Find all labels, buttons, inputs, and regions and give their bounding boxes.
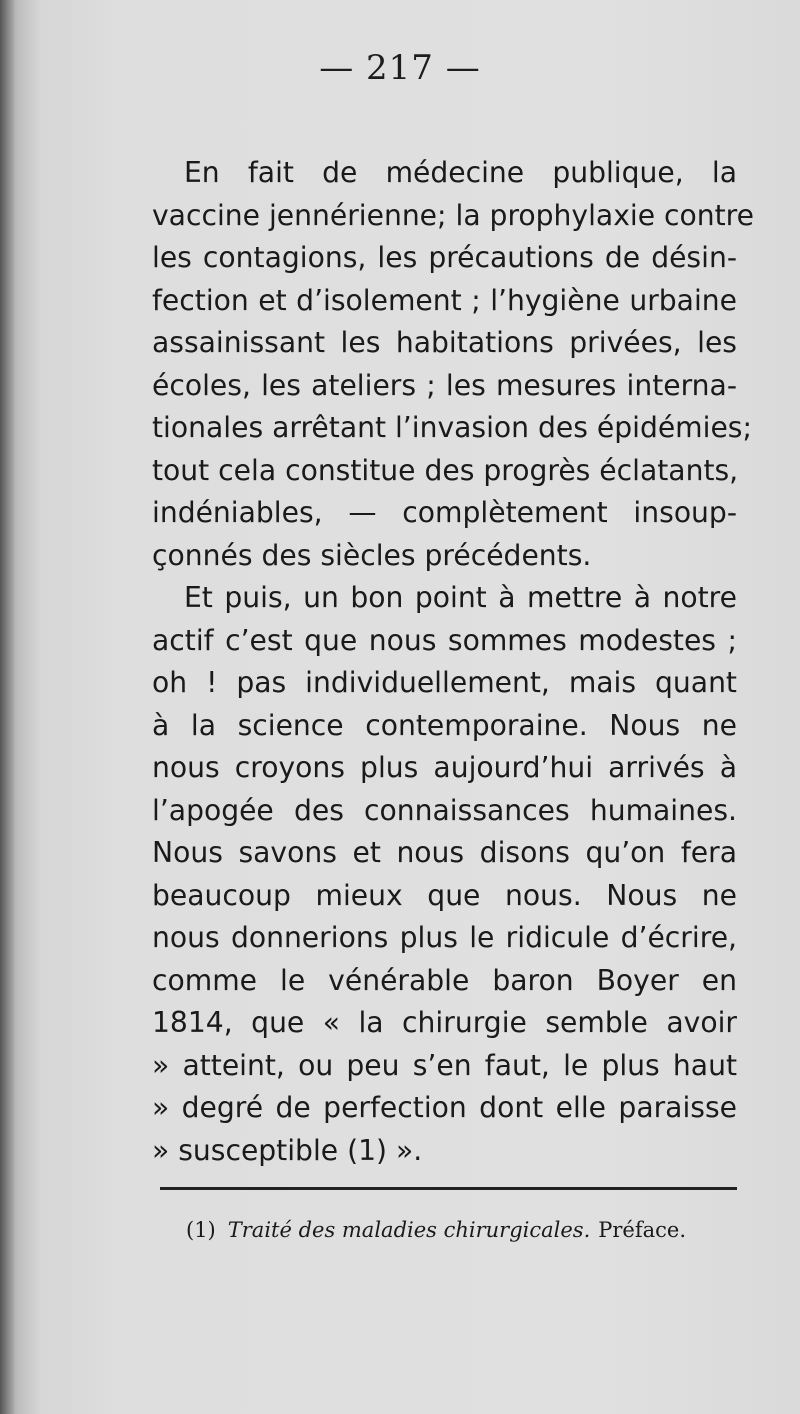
text-line: En fait de médecine publique, la xyxy=(184,156,737,189)
footnote-title: Traité des maladies chirurgicales. xyxy=(227,1218,591,1242)
text-line: actif c’est que nous sommes modestes ; xyxy=(152,623,737,657)
text-line: Et puis, un bon point à mettre à notre xyxy=(184,581,737,614)
paragraph-2 xyxy=(152,577,737,1172)
text-line: assainissant les habitations privées, les xyxy=(152,326,737,359)
footnote-trailing-text: Préface. xyxy=(598,1218,687,1242)
text-line: à la science contemporaine. Nous ne xyxy=(152,708,737,742)
text-line: tionales arrêtant l’invasion des épidémies; xyxy=(152,411,752,444)
footnote-marker: (1) xyxy=(186,1218,216,1242)
text-line: tout cela constitue des progrès éclatants, xyxy=(152,453,739,487)
text-line: Nous savons et nous disons qu’on fera xyxy=(152,836,737,869)
text-line: nous donnerions plus le ridicule d’écrire, xyxy=(152,921,737,954)
text-line: l’apogée des connaissances humaines. xyxy=(152,793,737,827)
text-line: indéniables, — complètement insoup- xyxy=(152,496,737,529)
text-line: nous croyons plus aujourd’hui arrivés à xyxy=(152,751,737,784)
text-line: » atteint, ou peu s’en faut, le plus haut xyxy=(152,1048,737,1082)
text-line: oh ! pas individuellement, mais quant xyxy=(152,666,737,699)
page-binding-edge xyxy=(0,0,14,1414)
text-line: les contagions, les précautions de désin- xyxy=(152,241,737,274)
text-line: vaccine jennérienne; la prophylaxie contre xyxy=(152,198,754,232)
paragraph-1 xyxy=(152,152,754,577)
text-line: écoles, les ateliers ; les mesures interna- xyxy=(152,368,737,402)
text-line: beaucoup mieux que nous. Nous ne xyxy=(152,878,737,912)
text-line: 1814, que « la chirurgie semble avoir xyxy=(152,1006,737,1039)
text-line: comme le vénérable baron Boyer en xyxy=(152,963,737,997)
text-line: » susceptible (1) ». xyxy=(152,1133,423,1167)
body-text xyxy=(152,152,754,1172)
text-line: » degré de perfection dont elle paraisse xyxy=(152,1091,737,1124)
page-number: — 217 — xyxy=(319,48,481,88)
text-line: fection et d’isolement ; l’hygiène urbaine xyxy=(152,283,737,317)
footnote xyxy=(186,1218,746,1242)
text-line: çonnés des siècles précédents. xyxy=(152,538,592,572)
footnote-separator xyxy=(160,1187,737,1190)
